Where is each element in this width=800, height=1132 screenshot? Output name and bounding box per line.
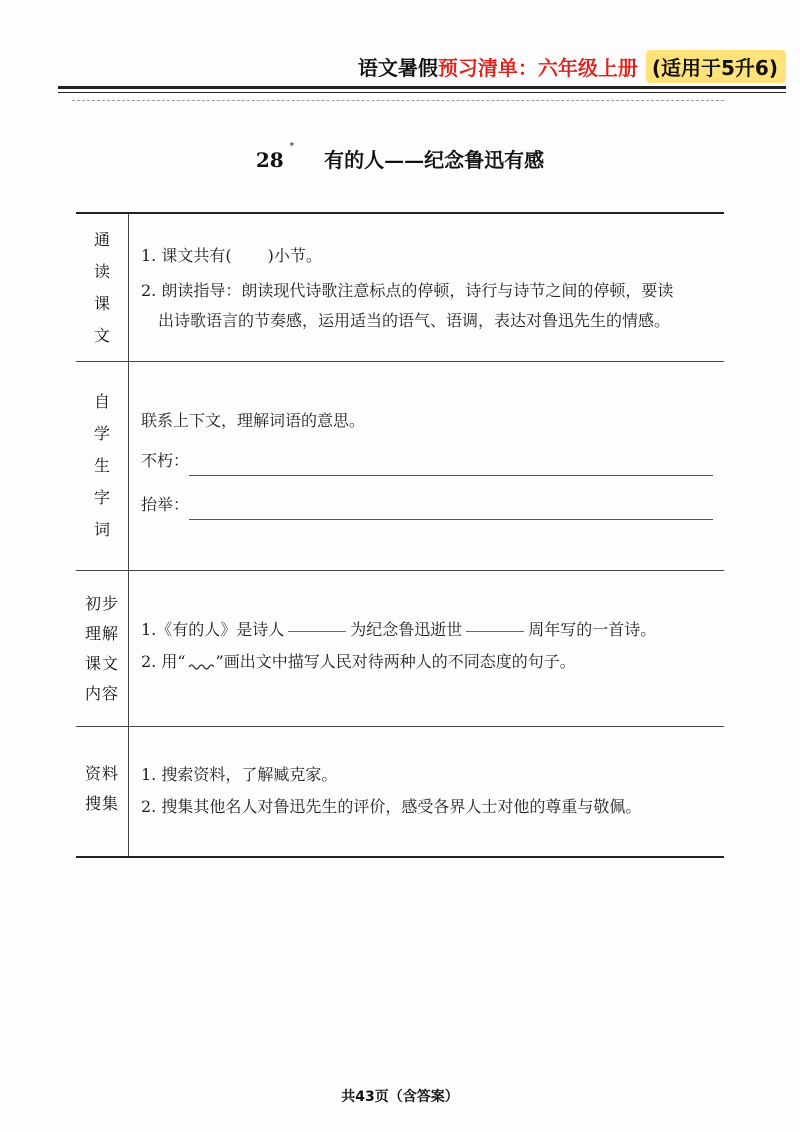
- page-footer: 共43页（含答案）: [341, 1089, 459, 1105]
- label-char: 课: [93, 293, 110, 313]
- word-label: 不朽：: [141, 451, 190, 470]
- label-char: 搜集: [84, 794, 119, 813]
- item-text: ”画出文中描写人民对待两种人的不同态度的句子。: [215, 652, 576, 671]
- item-text: )小节。: [267, 246, 322, 265]
- list-item: 1. 搜索资料，了解臧克家。: [141, 765, 338, 784]
- section-read-text: [76, 214, 724, 362]
- label-char: 通: [93, 229, 110, 249]
- label-char: 课文: [84, 653, 119, 673]
- lesson-star-mark: *: [289, 142, 295, 152]
- section-content-self-study-words: [129, 362, 724, 570]
- item-text: 周年写的一首诗。: [528, 620, 657, 639]
- label-char: 理解: [84, 623, 119, 643]
- label-char: 自: [93, 392, 110, 411]
- label-char: 文: [93, 325, 110, 345]
- section-collect-materials: [76, 727, 724, 858]
- label-char: 读: [93, 261, 110, 281]
- label-char: 初步: [84, 593, 119, 613]
- lesson-number: 28: [255, 148, 284, 172]
- header-title-part1: 语文暑假: [357, 55, 438, 80]
- anniversary-blank[interactable]: [466, 630, 524, 632]
- preview-table: [76, 212, 724, 858]
- label-char: 词: [93, 520, 110, 539]
- section-content-collect-materials: [129, 727, 724, 856]
- word-label: 抬举：: [141, 495, 190, 514]
- word-definition-row: [141, 446, 724, 476]
- label-char: 生: [93, 456, 110, 475]
- wavy-underline-icon: [188, 661, 214, 671]
- section-self-study-words: [76, 362, 724, 571]
- item-text: 1. 课文共有(: [141, 246, 232, 265]
- section-label-collect-materials: [76, 727, 129, 856]
- lesson-title-text: 有的人——纪念鲁迅有感: [324, 148, 545, 172]
- header-rule-thick: [58, 86, 786, 89]
- header-title-part2: 预习清单：六年级上册: [437, 55, 638, 80]
- list-item: [141, 241, 724, 271]
- list-item: [141, 615, 724, 645]
- poet-name-blank[interactable]: [288, 630, 346, 632]
- item-text-continued: 出诗歌语言的节奏感，运用适当的语气、语调，表达对鲁迅先生的情感。: [158, 311, 671, 330]
- definition-answer-line[interactable]: [189, 459, 713, 476]
- label-char: 学: [93, 424, 110, 443]
- label-char: 字: [93, 488, 110, 507]
- section-label-read-text: [76, 214, 129, 361]
- page-header: [358, 48, 786, 84]
- label-char: 资料: [84, 764, 119, 783]
- label-char: 内容: [84, 683, 119, 703]
- instruction-text: 联系上下文，理解词语的意思。: [141, 411, 366, 430]
- word-definition-row: [141, 490, 724, 520]
- header-rule-thin: [58, 92, 786, 93]
- item-text: 为纪念鲁迅逝世: [350, 620, 463, 639]
- item-text: 1.《有的人》是诗人: [141, 620, 285, 639]
- list-item: [141, 276, 724, 336]
- section-label-self-study-words: [76, 362, 129, 570]
- header-rule-dashed: [72, 100, 724, 101]
- list-item: 2. 搜集其他名人对鲁迅先生的评价，感受各界人士对他的尊重与敬佩。: [141, 797, 642, 816]
- definition-answer-line[interactable]: [189, 503, 713, 520]
- item-text: 2. 用“: [141, 652, 186, 671]
- section-understand-content: [76, 571, 724, 727]
- header-grade-badge: (适用于5升6): [646, 50, 786, 83]
- item-text: 2. 朗读指导：朗读现代诗歌注意标点的停顿，诗行与诗节之间的停顿，要读: [141, 281, 674, 300]
- section-content-read-text: [129, 214, 724, 361]
- section-label-understand-content: [76, 571, 129, 726]
- list-item: [141, 647, 724, 677]
- lesson-title: [0, 144, 800, 173]
- section-content-understand-content: [129, 571, 724, 726]
